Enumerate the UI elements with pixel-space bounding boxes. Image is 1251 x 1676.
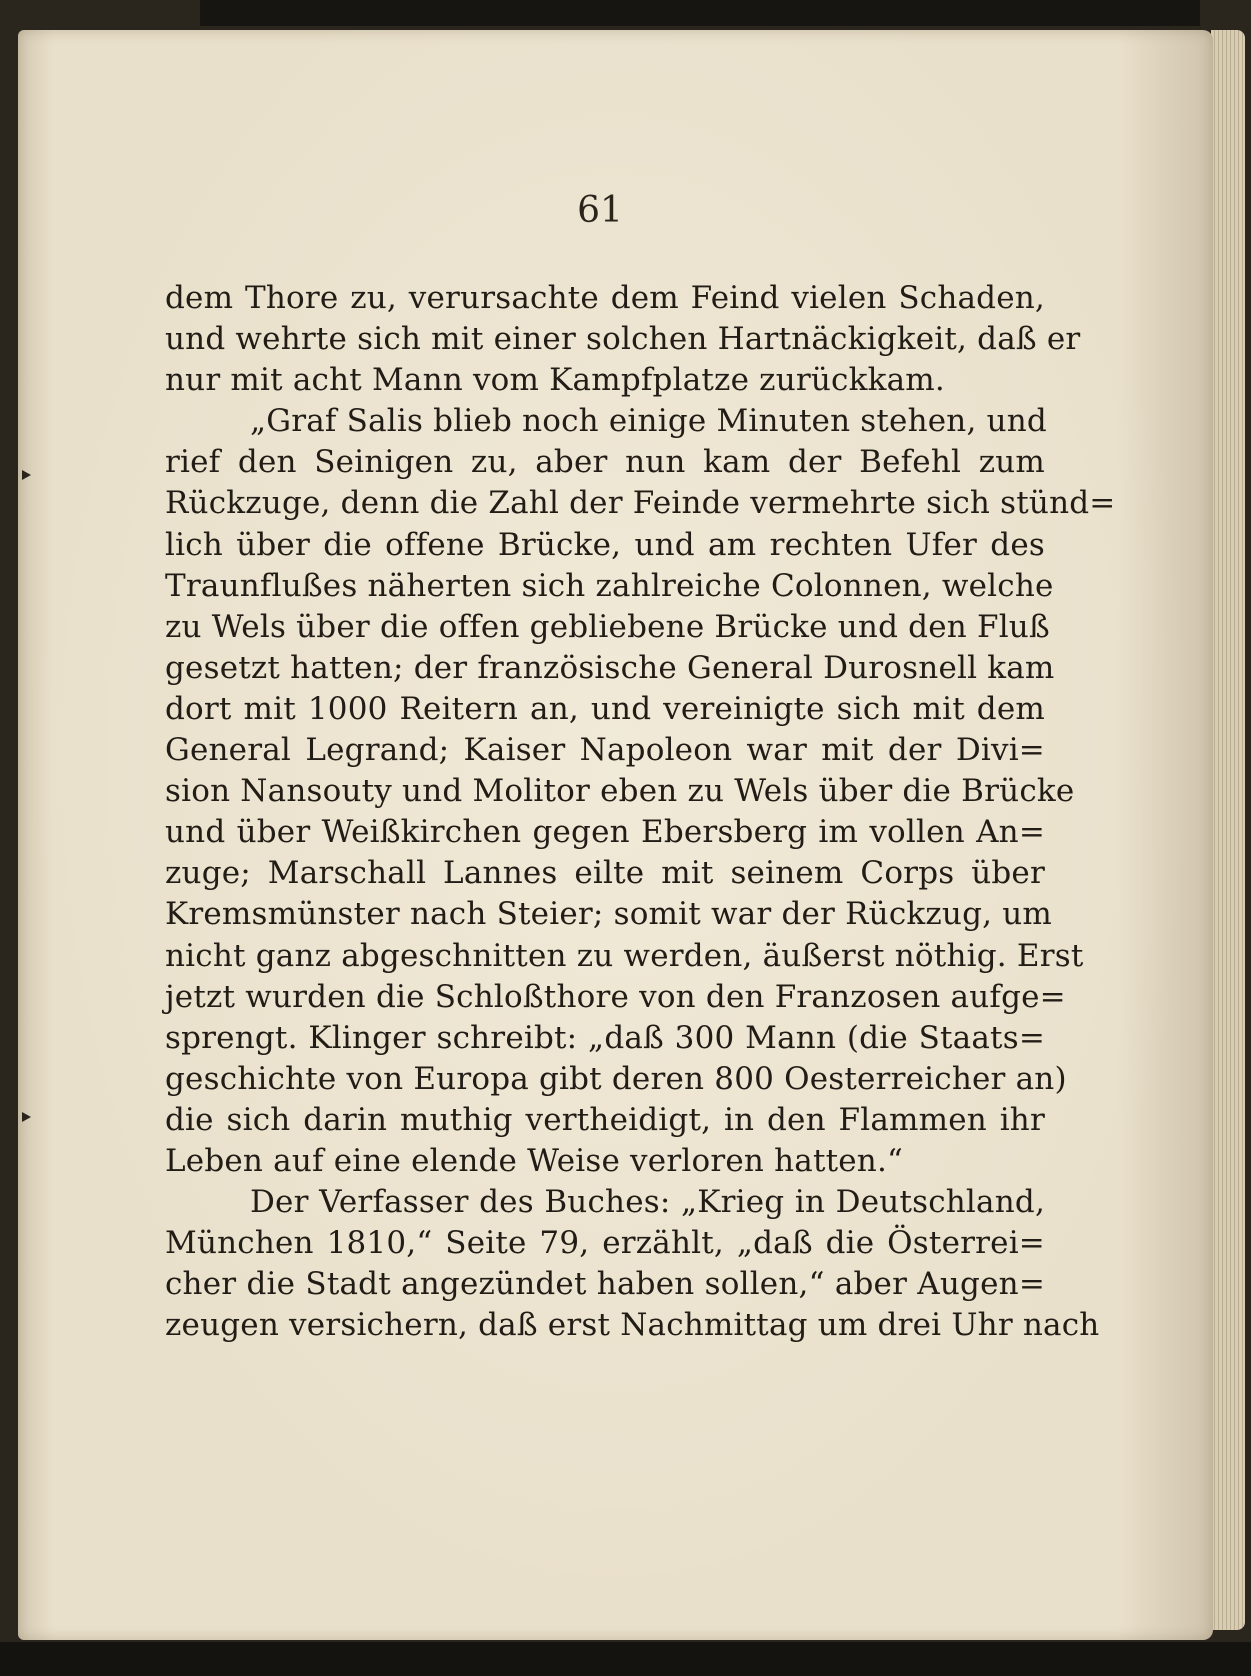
text-line: dort mit 1000 Reitern an, und vereinigte sich mit dem <box>165 690 1045 727</box>
text-line: jetzt wurden die Schloßthore von den Franzosen aufge= <box>165 978 1066 1015</box>
text-line: rief den Seinigen zu, aber nun kam der Befehl zum <box>165 444 1045 481</box>
binding-mark-icon <box>22 470 31 480</box>
text-line: Kremsmünster nach Steier; somit war der Rückzug, um <box>165 896 1052 933</box>
text-line: die sich darin muthig vertheidigt, in den Flammen ihr <box>165 1101 1045 1138</box>
text-line: zu Wels über die offen gebliebene Brücke und den Fluß <box>165 608 1050 645</box>
text-line: General Legrand; Kaiser Napoleon war mit der Divi= <box>165 732 1045 769</box>
text-line: „Graf Salis blieb noch einige Minuten stehen, und <box>250 403 1047 440</box>
text-line: gesetzt hatten; der französische General Durosnell kam <box>165 649 1055 686</box>
text-line: zeugen versichern, daß erst Nachmittag um drei Uhr nach <box>165 1307 1100 1344</box>
page-stack-edges <box>1211 30 1245 1630</box>
text-line: und wehrte sich mit einer solchen Hartnäckigkeit, daß er <box>165 321 1081 358</box>
text-line: dem Thore zu, verursachte dem Feind vielen Schaden, <box>165 280 1045 316</box>
text-line: lich über die offene Brücke, und am rechten Ufer des <box>165 526 1045 563</box>
text-line: sprengt. Klinger schreibt: „daß 300 Mann (die Staats= <box>165 1019 1045 1056</box>
page-number: 61 <box>577 190 623 231</box>
text-line: nicht ganz abgeschnitten zu werden, äußerst nöthig. Erst <box>165 937 1084 974</box>
text-line: Der Verfasser des Buches: „Krieg in Deutschland, <box>250 1184 1045 1221</box>
body-text <box>165 278 1116 1346</box>
text-line: geschichte von Europa gibt deren 800 Oesterreicher an) <box>165 1060 1067 1097</box>
text-line: cher die Stadt angezündet haben sollen,“ aber Augen= <box>165 1266 1045 1303</box>
book-cover-edge-bottom <box>0 1642 1251 1676</box>
book-cover-edge-top <box>200 0 1200 26</box>
text-line: und über Weißkirchen gegen Ebersberg im vollen An= <box>165 814 1045 851</box>
text-line: nur mit acht Mann vom Kampfplatze zurückkam. <box>165 362 945 399</box>
text-line: sion Nansouty und Molitor eben zu Wels über die Brücke <box>165 773 1075 810</box>
text-line: München 1810,“ Seite 79, erzählt, „daß die Österrei= <box>165 1225 1045 1262</box>
text-line: Leben auf eine elende Weise verloren hatten.“ <box>165 1142 904 1179</box>
binding-mark-icon <box>22 1112 31 1122</box>
text-line: Traunflußes näherten sich zahlreiche Colonnen, welche <box>165 567 1054 604</box>
text-line: Rückzuge, denn die Zahl der Feinde vermehrte sich stünd= <box>165 485 1116 522</box>
text-line: zuge; Marschall Lannes eilte mit seinem Corps über <box>165 855 1045 892</box>
